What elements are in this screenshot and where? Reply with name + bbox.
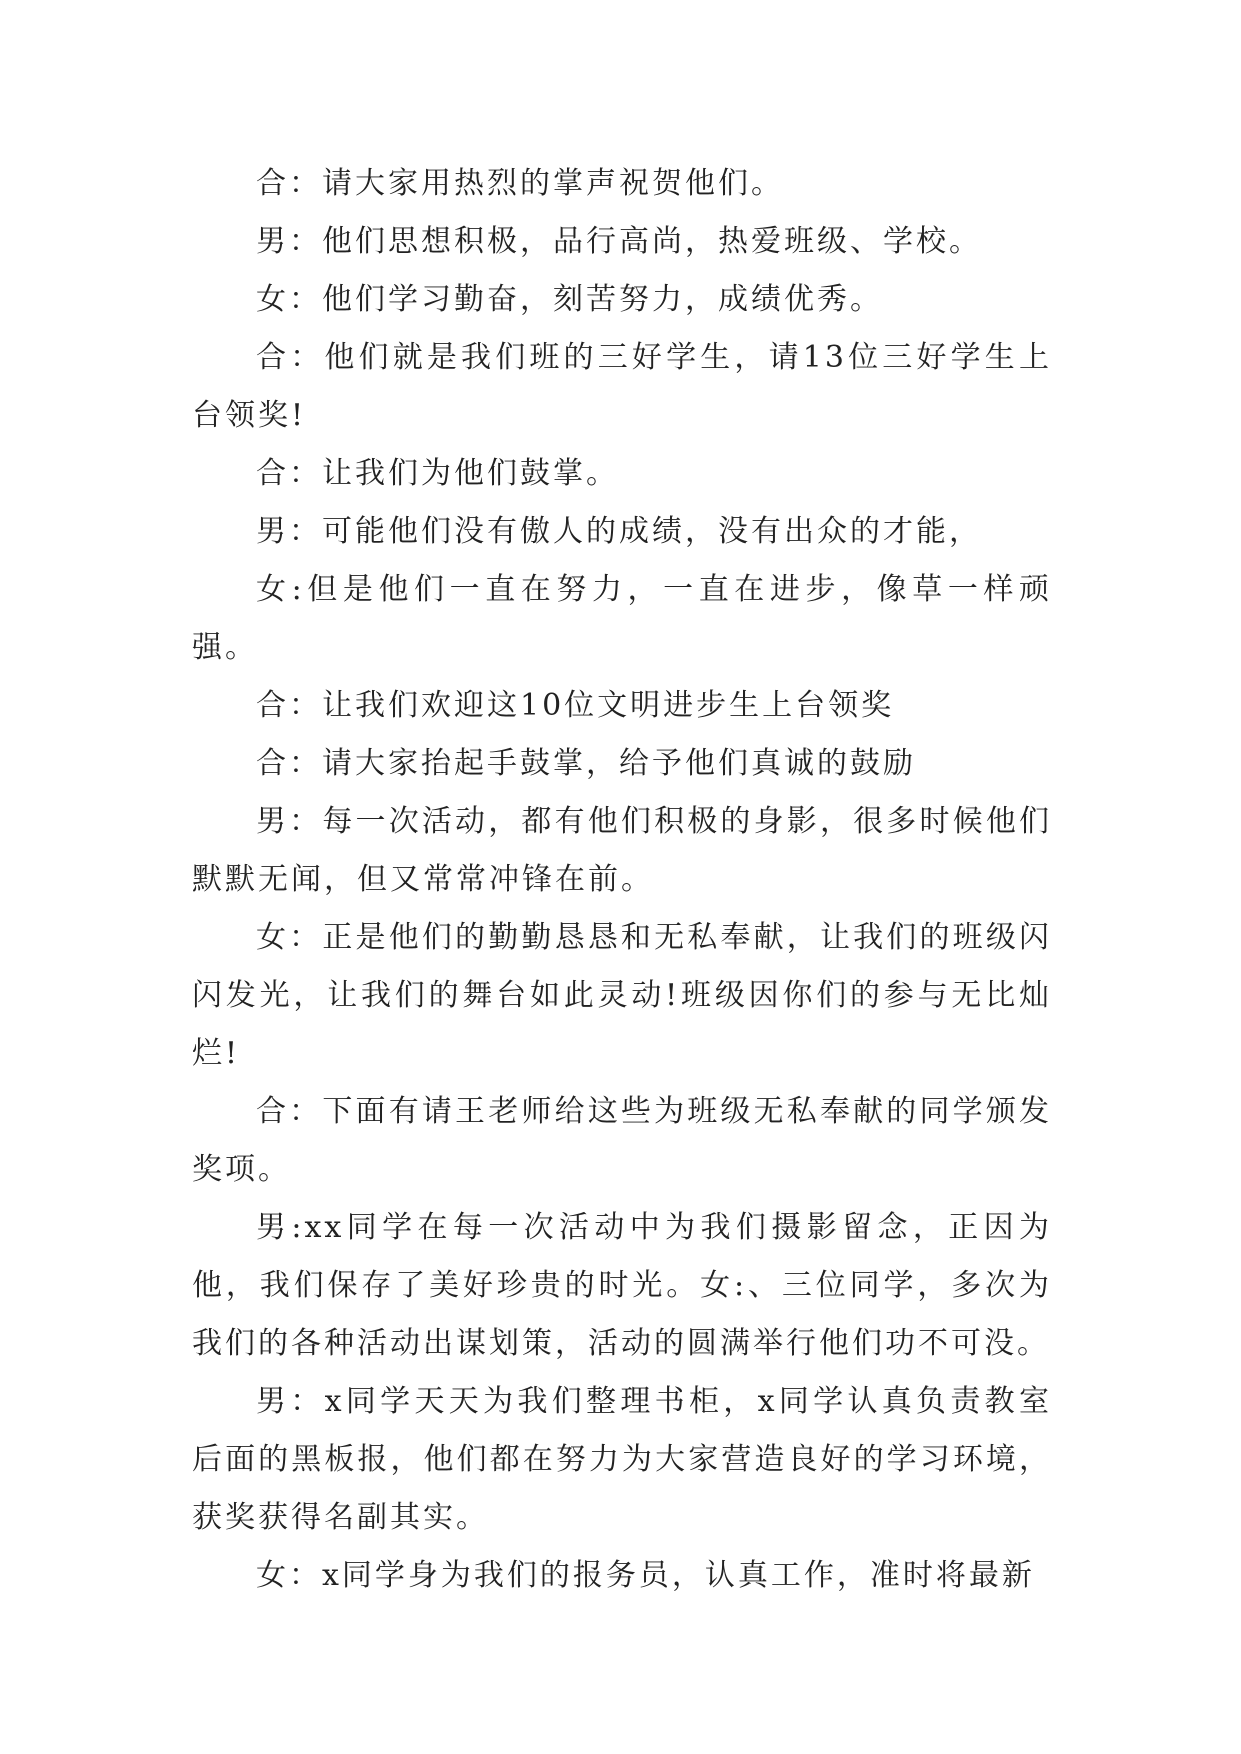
paragraph-9: 合：请大家抬起手鼓掌，给予他们真诚的鼓励 [256,746,916,781]
paragraph-3: 女：他们学习勤奋，刻苦努力，成绩优秀。 [256,282,883,317]
paragraph-8: 合：让我们欢迎这10位文明进步生上台领奖 [256,688,895,723]
paragraph-4: 合：他们就是我们班的三好学生，请13位三好学生上台领奖! [192,340,1052,433]
paragraph-15: 女：x同学身为我们的报务员，认真工作，准时将最新 [256,1558,1035,1593]
paragraph-1: 合：请大家用热烈的掌声祝贺他们。 [256,166,784,201]
paragraph-2: 男：他们思想积极，品行高尚，热爱班级、学校。 [256,224,982,259]
paragraph-10: 男：每一次活动，都有他们积极的身影，很多时候他们默默无闻，但又常常冲锋在前。 [192,804,1052,897]
paragraph-13: 男:xx同学在每一次活动中为我们摄影留念，正因为他，我们保存了美好珍贵的时光。女:、三位同学，多次为我们的各种活动出谋划策，活动的圆满举行他们功不可没。 [192,1210,1052,1361]
paragraph-11: 女：正是他们的勤勤恳恳和无私奉献，让我们的班级闪闪发光，让我们的舞台如此灵动!班级因你们的参与无比灿烂! [192,920,1052,1071]
paragraph-5: 合：让我们为他们鼓掌。 [256,456,619,491]
paragraph-14: 男：x同学天天为我们整理书柜，x同学认真负责教室后面的黑板报，他们都在努力为大家营造良好的学习环境，获奖获得名副其实。 [192,1384,1052,1535]
paragraph-6: 男：可能他们没有傲人的成绩，没有出众的才能， [256,514,982,549]
paragraph-7: 女:但是他们一直在努力，一直在进步，像草一样顽强。 [192,572,1052,665]
document-body [192,155,1052,1605]
paragraph-12: 合：下面有请王老师给这些为班级无私奉献的同学颁发奖项。 [192,1094,1052,1187]
